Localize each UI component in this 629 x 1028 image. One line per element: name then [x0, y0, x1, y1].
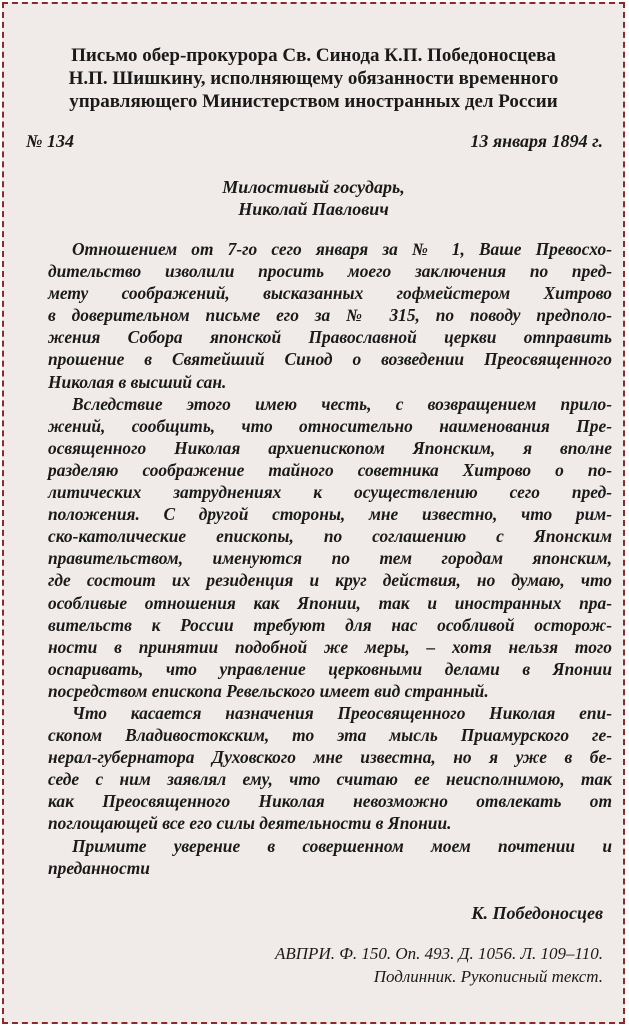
document-page	[2, 2, 625, 1024]
archive-note: Подлинник. Рукописный текст.	[373, 967, 603, 986]
paragraph-line: где состоит их резиденция и круг действия, но думаю, что	[48, 570, 612, 591]
letter-paragraph	[24, 702, 612, 835]
paragraph-line: вительств к России требуют для нас особливой осторож-	[48, 614, 612, 635]
paragraph-line: положения. С другой стороны, мне известно, что рим-	[48, 504, 612, 525]
paragraph-line: в доверительном письме его за № 315, по поводу предполо-	[48, 305, 612, 326]
letter-body	[24, 238, 612, 879]
archive-reference	[275, 942, 603, 988]
paragraph-line: ско-католические епископы, по соглашению с Японским	[48, 526, 612, 547]
paragraph-line: жения Собора японской Православной церкви отправить	[48, 327, 612, 348]
paragraph-line: ности в принятии подобной же меры, – хотя нельзя того	[48, 636, 612, 657]
salutation	[4, 176, 623, 220]
paragraph-line: как Преосвященного Николая невозможно отвлекать от	[48, 791, 612, 812]
paragraph-line: Вследствие этого имею честь, с возвращением прило-	[72, 393, 612, 414]
paragraph-line: оспаривать, что управление церковными делами в Японии	[48, 658, 612, 679]
paragraph-line: Что касается назначения Преосвященного Николая епи-	[72, 702, 612, 723]
salutation-line: Милостивый государь,	[222, 177, 405, 197]
paragraph-line: преданности	[48, 857, 150, 878]
paragraph-line: посредством епископа Ревельского имеет вид странный.	[48, 680, 489, 701]
title-line: Письмо обер-прокурора Св. Синода К.П. Победоносцева	[71, 45, 556, 66]
paragraph-line: седе с ним заявлял ему, что считаю ее неисполнимою, так	[48, 769, 612, 790]
paragraph-line: скопом Владивостокским, то эта мысль Приамурского ге-	[48, 725, 612, 746]
paragraph-line: Николая в высший сан.	[48, 371, 227, 392]
paragraph-line: прошение в Святейший Синод о возведении Преосвященного	[48, 349, 612, 370]
document-number: № 134	[26, 131, 74, 151]
salutation-line: Николай Павлович	[238, 199, 389, 219]
paragraph-line: Примите уверение в совершенном моем почтении и	[72, 835, 612, 856]
paragraph-line: мету соображений, высказанных гофмейстером Хитрово	[48, 283, 612, 304]
paragraph-line: разделяю соображение тайного советника Хитрово о по-	[48, 459, 612, 480]
paragraph-line: особливые отношения как Японии, так и иностранных пра-	[48, 592, 612, 613]
document-title	[18, 44, 609, 113]
paragraph-line: освященного Николая архиепископом Японским, я вполне	[48, 437, 612, 458]
letter-paragraph	[24, 835, 612, 879]
document-date: 13 января 1894 г.	[470, 131, 603, 151]
paragraph-line: Отношением от 7-го сего января за № 1, Ваше Превосхо-	[72, 239, 612, 259]
paragraph-line: правительством, именуются по тем городам японским,	[48, 548, 612, 569]
signature: К. Победоносцев	[471, 903, 603, 923]
paragraph-line: литических затруднениях к осуществлению сего пред-	[48, 482, 612, 503]
paragraph-line: дительство изволили просить моего заключения по пред-	[48, 261, 612, 282]
paragraph-line: жений, сообщить, что относительно наименования Пре-	[48, 415, 612, 436]
letter-paragraph	[24, 393, 612, 702]
paragraph-line: поглощающей все его силы деятельности в Японии.	[48, 813, 452, 834]
paragraph-line: нерал-губернатора Духовского мне известна, но я уже в бе-	[48, 747, 612, 768]
title-line: Н.П. Шишкину, исполняющему обязанности временного	[68, 68, 559, 89]
letter-paragraph	[24, 238, 612, 393]
title-line: управляющего Министерством иностранных дел России	[69, 91, 558, 112]
archive-citation: АВПРИ. Ф. 150. Оп. 493. Д. 1056. Л. 109–110.	[275, 944, 603, 963]
